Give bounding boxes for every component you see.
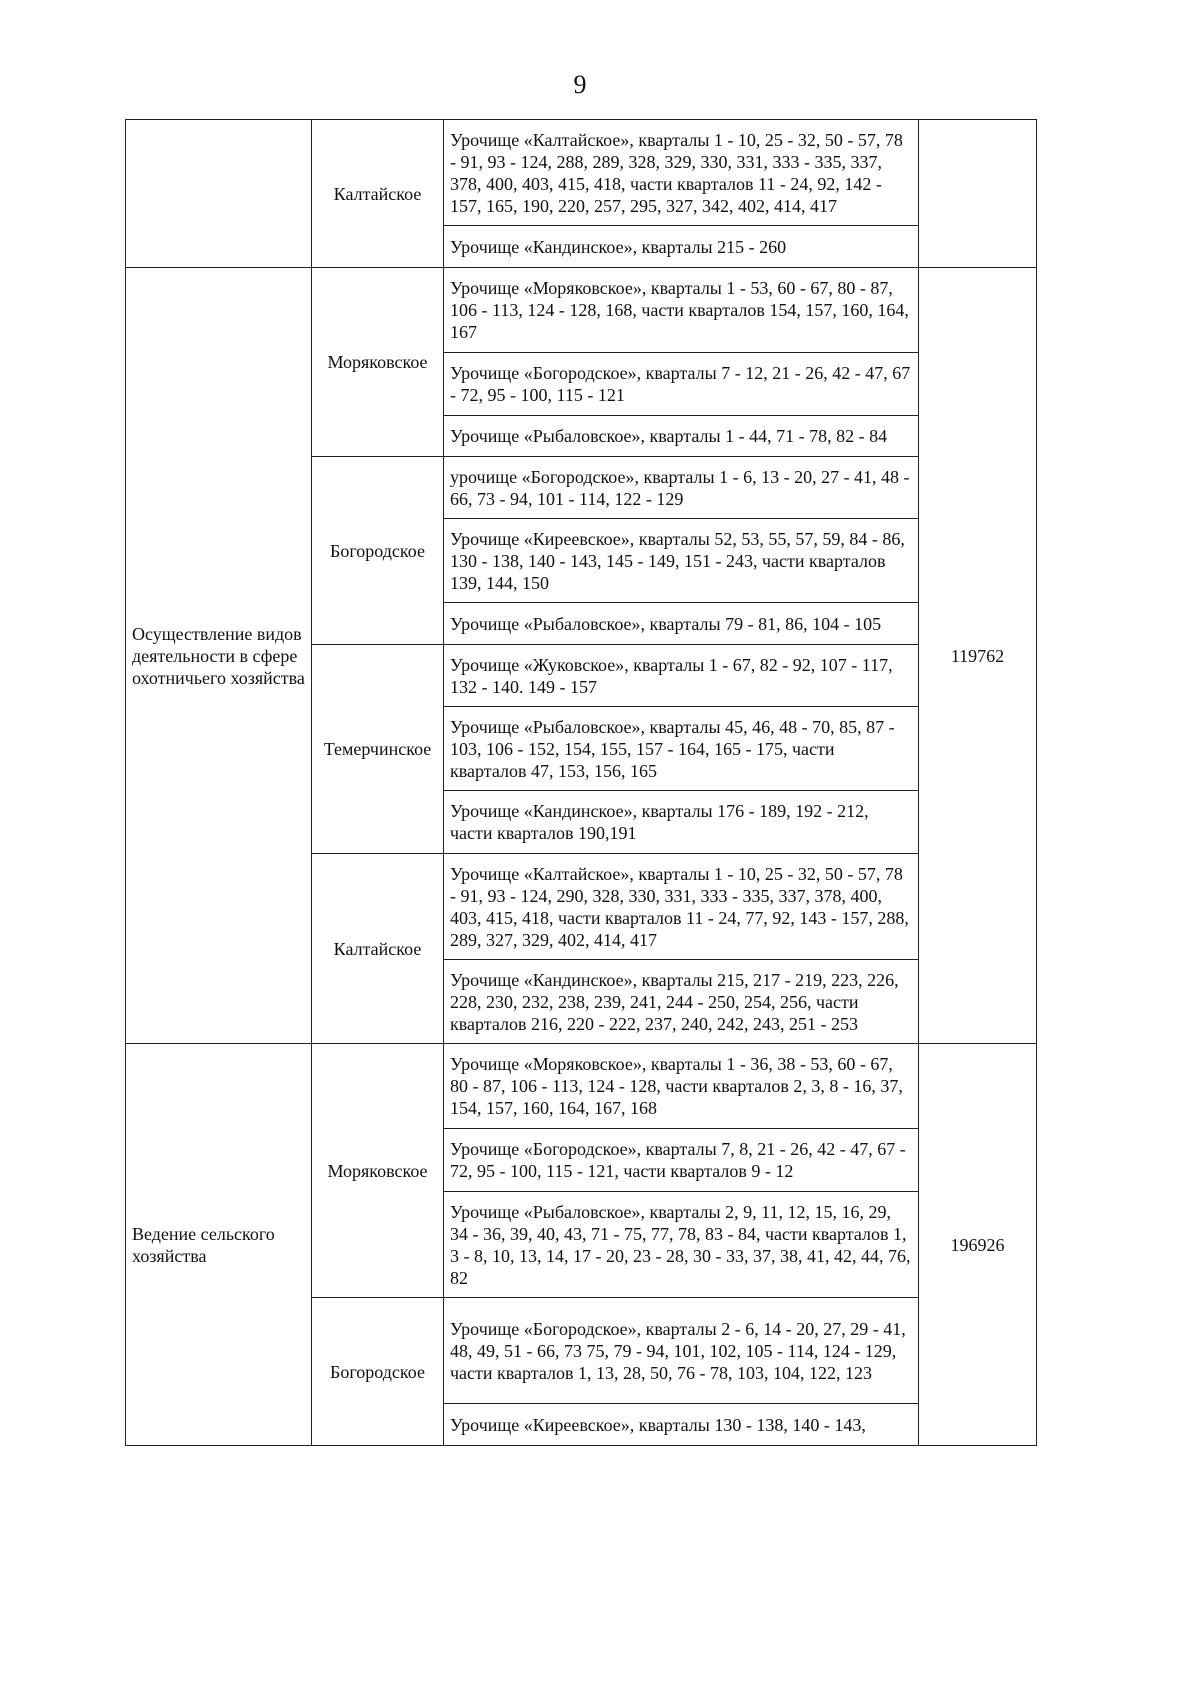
location-quarters-cell: Урочище «Рыбаловское», кварталы 45, 46, 48 - 70, 85, 87 - 103, 106 - 152, 154, 155, 157 - 164, 165 - 175, части кварталов 47, 153, 156, 165 bbox=[444, 707, 919, 791]
forestry-cell: Темерчинское bbox=[312, 645, 444, 854]
location-quarters-cell: Урочище «Моряковское», кварталы 1 - 53, 60 - 67, 80 - 87, 106 - 113, 124 - 128, 168, части кварталов 154, 157, 160, 164, 167 bbox=[444, 268, 919, 353]
forestry-cell: Калтайское bbox=[312, 120, 444, 268]
forestry-cell: Моряковское bbox=[312, 1044, 444, 1298]
location-quarters-cell: Урочище «Богородское», кварталы 7 - 12, 21 - 26, 42 - 47, 67 - 72, 95 - 100, 115 - 121 bbox=[444, 353, 919, 416]
table-row bbox=[126, 268, 1037, 353]
location-quarters-cell: урочище «Богородское», кварталы 1 - 6, 13 - 20, 27 - 41, 48 - 66, 73 - 94, 101 - 114, 122 - 129 bbox=[444, 457, 919, 519]
location-quarters-cell: Урочище «Кандинское», кварталы 176 - 189, 192 - 212, части кварталов 190,191 bbox=[444, 791, 919, 854]
area-cell bbox=[919, 120, 1037, 268]
forestry-cell: Богородское bbox=[312, 457, 444, 645]
forest-quarters-table bbox=[125, 119, 1037, 1446]
forestry-cell: Богородское bbox=[312, 1298, 444, 1446]
table-row bbox=[126, 120, 1037, 226]
location-quarters-cell: Урочище «Рыбаловское», кварталы 79 - 81, 86, 104 - 105 bbox=[444, 603, 919, 645]
location-quarters-cell: Урочище «Богородское», кварталы 2 - 6, 14 - 20, 27, 29 - 41, 48, 49, 51 - 66, 73 75, 79 - 94, 101, 102, 105 - 114, 124 - 129, части кварталов 1, 13, 28, 50, 76 - 78, 103, 104, 122, 123 bbox=[444, 1298, 919, 1404]
location-quarters-cell: Урочище «Киреевское», кварталы 130 - 138, 140 - 143, bbox=[444, 1404, 919, 1446]
activity-type-cell: Ведение сельского хозяйства bbox=[126, 1044, 312, 1446]
activity-type-cell: Осуществление видов деятельности в сфере охотничьего хозяйства bbox=[126, 268, 312, 1044]
area-cell: 119762 bbox=[919, 268, 1037, 1044]
location-quarters-cell: Урочище «Богородское», кварталы 7, 8, 21 - 26, 42 - 47, 67 - 72, 95 - 100, 115 - 121, части кварталов 9 - 12 bbox=[444, 1129, 919, 1192]
location-quarters-cell: Урочище «Моряковское», кварталы 1 - 36, 38 - 53, 60 - 67, 80 - 87, 106 - 113, 124 - 128, части кварталов 2, 3, 8 - 16, 37, 154, 157, 160, 164, 167, 168 bbox=[444, 1044, 919, 1129]
location-quarters-cell: Урочище «Кандинское», кварталы 215 - 260 bbox=[444, 226, 919, 268]
area-cell: 196926 bbox=[919, 1044, 1037, 1446]
forestry-cell: Калтайское bbox=[312, 854, 444, 1044]
location-quarters-cell: Урочище «Калтайское», кварталы 1 - 10, 25 - 32, 50 - 57, 78 - 91, 93 - 124, 290, 328, 330, 331, 333 - 335, 337, 378, 400, 403, 415, 418, части кварталов 11 - 24, 77, 92, 143 - 157, 288, 289, 327, 329, 402, 414, 417 bbox=[444, 854, 919, 960]
table-row bbox=[126, 1044, 1037, 1129]
location-quarters-cell: Урочище «Калтайское», кварталы 1 - 10, 25 - 32, 50 - 57, 78 - 91, 93 - 124, 288, 289, 328, 329, 330, 331, 333 - 335, 337, 378, 400, 403, 415, 418, части кварталов 11 - 24, 92, 142 - 157, 165, 190, 220, 257, 295, 327, 342, 402, 414, 417 bbox=[444, 120, 919, 226]
location-quarters-cell: Урочище «Кандинское», кварталы 215, 217 - 219, 223, 226, 228, 230, 232, 238, 239, 241, 244 - 250, 254, 256, части кварталов 216, 220 - 222, 237, 240, 242, 243, 251 - 253 bbox=[444, 960, 919, 1044]
location-quarters-cell: Урочище «Рыбаловское», кварталы 1 - 44, 71 - 78, 82 - 84 bbox=[444, 416, 919, 457]
location-quarters-cell: Урочище «Киреевское», кварталы 52, 53, 55, 57, 59, 84 - 86, 130 - 138, 140 - 143, 145 - 149, 151 - 243, части кварталов 139, 144, 150 bbox=[444, 519, 919, 603]
forestry-cell: Моряковское bbox=[312, 268, 444, 457]
location-quarters-cell: Урочище «Жуковское», кварталы 1 - 67, 82 - 92, 107 - 117, 132 - 140. 149 - 157 bbox=[444, 645, 919, 707]
activity-type-cell bbox=[126, 120, 312, 268]
location-quarters-cell: Урочище «Рыбаловское», кварталы 2, 9, 11, 12, 15, 16, 29, 34 - 36, 39, 40, 43, 71 - 75, 77, 78, 83 - 84, части кварталов 1, 3 - 8, 10, 13, 14, 17 - 20, 23 - 28, 30 - 33, 37, 38, 41, 42, 44, 76, 82 bbox=[444, 1192, 919, 1298]
page-number: 9 bbox=[573, 70, 587, 99]
